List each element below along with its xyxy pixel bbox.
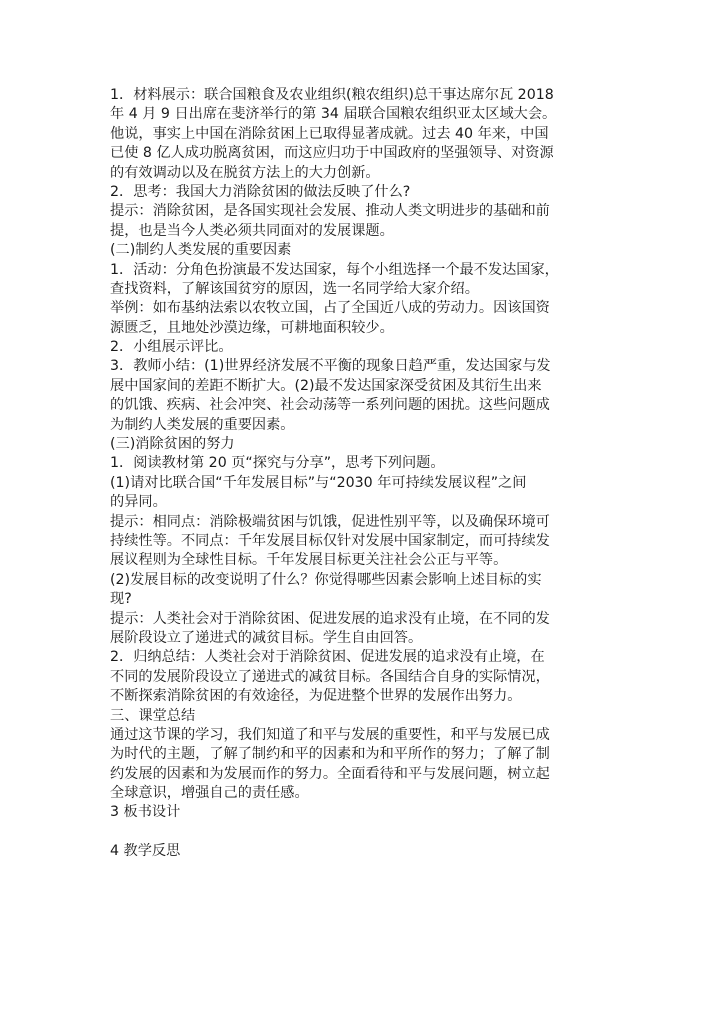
text-line: 1．阅读教材第 20 页“探究与分享”，思考下列问题。 [110,455,445,472]
text-line: 年 4 月 9 日出席在斐济举行的第 34 届联合国粮农组织亚太区域大会。 [110,106,557,123]
text-line: 2．小组展示评比。 [110,339,233,356]
text-line: 为制约人类发展的重要因素。 [110,416,295,433]
text-line: 现? [110,591,132,608]
section-heading: 3 板书设计 [110,804,181,821]
blank-line [110,823,630,842]
text-line: (1)请对比联合国“千年发展目标”与“2030 年可持续发展议程”之间 [110,474,527,491]
text-line: 的饥饿、疾病、社会冲突、社会动荡等一系列问题的困扰。这些问题成 [110,397,550,414]
text-line: 的有效调动以及在脱贫方法上的大力创新。 [110,164,380,181]
section-heading: (三)消除贫困的努力 [110,436,235,453]
text-line: 举例：如布基纳法索以农牧立国，占了全国近八成的劳动力。因该国资 [110,300,550,317]
text-line: 展阶段设立了递进式的减贫目标。学生自由回答。 [110,629,423,646]
text-line: 提示：人类社会对于消除贫困、促进发展的追求没有止境，在不同的发 [110,610,550,627]
text-line: 2．归纳总结：人类社会对于消除贫困、促进发展的追求没有止境，在 [110,649,545,666]
text-line: 的异同。 [110,494,167,511]
text-line: 1．材料展示：联合国粮食及农业组织(粮农组织)总干事达席尔瓦 2018 [110,87,554,103]
text-line: 他说，事实上中国在消除贫困上已取得显著成就。过去 40 年来，中国 [110,125,549,142]
text-line: 查找资料，了解该国贫穷的原因，选一名同学给大家介绍。 [110,280,479,297]
section-heading: (二)制约人类发展的重要因素 [110,242,292,259]
text-line: (2)发展目标的改变说明了什么？你觉得哪些因素会影响上述目标的实 [110,571,542,588]
text-line: 为时代的主题，了解了制约和平的因素和为和平所作的努力；了解了制 [110,746,550,763]
text-line: 提示：相同点：消除极端贫困与饥饿，促进性别平等，以及确保环境可 [110,513,550,530]
text-line: 全球意识，增强自己的责任感。 [110,785,309,802]
text-line: 约发展的因素和为发展而作的努力。全面看待和平与发展问题，树立起 [110,765,550,782]
text-line: 不同的发展阶段设立了递进式的减贫目标。各国结合自身的实际情况， [110,668,550,685]
text-line: 展中国家间的差距不断扩大。(2)最不发达国家深受贫困及其衍生出来 [110,377,542,394]
text-line: 持续性等。不同点：千年发展目标仅针对发展中国家制定，而可持续发 [110,532,550,549]
section-heading: 三、课堂总结 [110,707,196,724]
text-line: 1．活动：分角色扮演最不发达国家，每个小组选择一个最不发达国家， [110,261,559,278]
text-line: 源匮乏，且地处沙漠边缘，可耕地面积较少。 [110,319,394,336]
text-line: 2．思考：我国大力消除贫困的做法反映了什么? [110,183,411,200]
text-line: 已使 8 亿人成功脱离贫困，而这应归功于中国政府的坚强领导、对资源 [110,145,554,162]
text-line: 提，也是当今人类必须共同面对的发展课题。 [110,222,394,239]
text-line: 不断探索消除贫困的有效途径，为促进整个世界的发展作出努力。 [110,688,522,705]
section-heading: 4 教学反思 [110,843,181,860]
text-line: 通过这节课的学习，我们知道了和平与发展的重要性，和平与发展已成 [110,726,550,743]
text-line: 展议程则为全球性目标。千年发展目标更关注社会公正与平等。 [110,552,508,569]
text-line: 3．教师小结：(1)世界经济发展不平衡的现象日趋严重，发达国家与发 [110,358,551,375]
text-line: 提示：消除贫困，是各国实现社会发展、推动人类文明进步的基础和前 [110,203,550,220]
document-body [110,86,630,862]
